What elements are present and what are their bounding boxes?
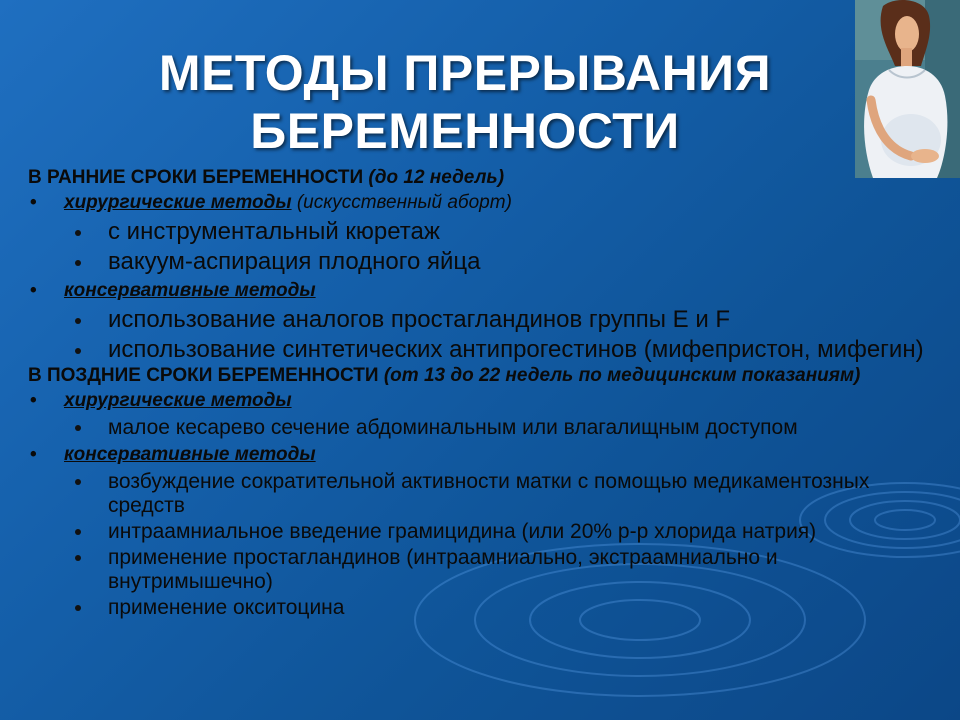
- late-term-heading-text: В ПОЗДНИЕ СРОКИ БЕРЕМЕННОСТИ: [28, 365, 379, 386]
- bullet-icon: [75, 318, 81, 324]
- bullet-icon: [75, 605, 81, 611]
- list-item: [28, 520, 938, 544]
- list-item: [28, 470, 938, 518]
- list-item: [28, 596, 938, 620]
- bullet-icon: [75, 230, 81, 236]
- bullet-icon: [75, 348, 81, 354]
- list-item-text: применение простагландинов (интраамниально, экстраамниально и внутримышечно): [108, 546, 778, 593]
- list-item: [28, 306, 938, 334]
- early-term-heading-text: В РАННИЕ СРОКИ БЕРЕМЕННОСТИ: [28, 167, 364, 188]
- list-item-text: использование аналогов простагландинов группы Е и F: [108, 306, 731, 333]
- list-item-text: малое кесарево сечение абдоминальным или влагалищным доступом: [108, 416, 798, 439]
- list-item: [28, 248, 938, 276]
- group-note: (искусственный аборт): [296, 192, 512, 213]
- bullet-icon: [75, 260, 81, 266]
- bullet-icon: [75, 529, 81, 535]
- group-label: хирургические методы: [64, 390, 292, 411]
- early-surgical-group: [28, 192, 938, 214]
- list-item: [28, 218, 938, 246]
- late-term-heading: [28, 366, 938, 386]
- early-term-heading: [28, 168, 938, 188]
- list-item-text: с инструментальный кюретаж: [108, 218, 440, 245]
- late-conservative-group: [28, 444, 938, 466]
- list-item: [28, 416, 938, 440]
- page-title: МЕТОДЫ ПРЕРЫВАНИЯ БЕРЕМЕННОСТИ: [158, 44, 772, 159]
- bullet-icon: •: [30, 444, 37, 465]
- list-item-text: вакуум-аспирация плодного яйца: [108, 248, 481, 275]
- bullet-icon: •: [30, 192, 37, 213]
- early-conservative-group: [28, 280, 938, 302]
- group-label: консервативные методы: [64, 444, 316, 465]
- list-item: [28, 336, 938, 364]
- list-item-text: интраамниальное введение грамицидина (или 20% р-р хлорида натрия): [108, 520, 817, 543]
- bullet-icon: [75, 425, 81, 431]
- list-item-text: использование синтетических антипрогестинов (мифепристон, мифегин): [108, 336, 924, 363]
- list-item: [28, 546, 938, 594]
- bullet-icon: [75, 555, 81, 561]
- bullet-icon: •: [30, 280, 37, 301]
- group-label: консервативные методы: [64, 280, 316, 301]
- late-term-heading-note: (от 13 до 22 недель по медицинским показаниям): [383, 365, 861, 386]
- list-item-text: применение окситоцина: [108, 596, 345, 619]
- group-label: хирургические методы: [64, 192, 292, 213]
- pregnant-woman-portrait-icon: [855, 0, 960, 178]
- list-item-text: возбуждение сократительной активности матки с помощью медикаментозных средств: [108, 470, 870, 517]
- late-surgical-group: [28, 390, 938, 412]
- bullet-icon: •: [30, 390, 37, 411]
- bullet-icon: [75, 479, 81, 485]
- content-list: [28, 166, 938, 622]
- early-term-heading-note: (до 12 недель): [368, 167, 505, 188]
